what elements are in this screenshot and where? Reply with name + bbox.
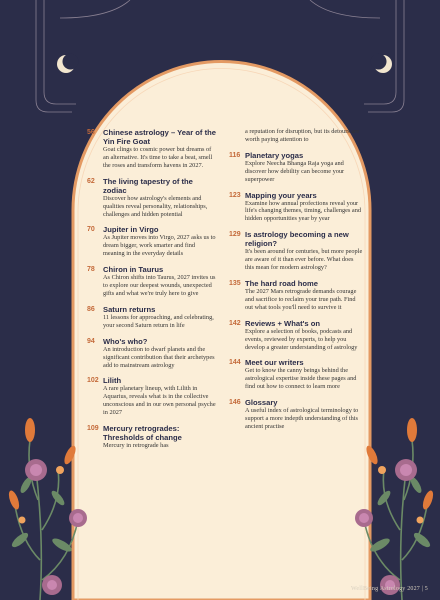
toc-entry[interactable] [87, 177, 217, 219]
toc-entry[interactable] [229, 279, 364, 312]
entry-description: Mercury in retrograde has [103, 442, 169, 450]
entry-title: Chinese astrology – Year of the Yin Fire Goat [103, 128, 216, 146]
page-number: 135 [229, 279, 241, 287]
entry-title: Is astrology becoming a new religion? [245, 230, 349, 249]
entry-description: Explore a selection of books, podcasts and events, reviewed by experts, to help you develop a greater understanding of astrology [245, 327, 358, 351]
entry-description: Examine how annual profections reveal your life's changing themes, timing, challenges and hidden opportunities year by year [245, 199, 362, 223]
page-number: 56 [87, 129, 95, 136]
entry-title: Glossary [245, 398, 278, 408]
page-number: 129 [229, 231, 241, 239]
toc-entry[interactable] [229, 191, 364, 224]
page-number: 94 [87, 337, 95, 345]
toc-entry[interactable] [87, 265, 217, 298]
page-number: 144 [229, 359, 241, 367]
entry-title: Lilith [103, 376, 122, 386]
page-number: 109 [87, 425, 99, 433]
entry-description: 11 lessons for approaching, and celebrating, your second Saturn return in life [103, 313, 214, 329]
contents-left-column [87, 128, 217, 457]
page-number: 70 [87, 226, 95, 234]
page-number: 62 [87, 177, 95, 185]
entry-description: An introduction to dwarf planets and the significant contribution that their archetypes add to mainstream astrology [103, 345, 215, 369]
toc-entry[interactable] [87, 225, 217, 258]
page-number: 116 [229, 151, 241, 159]
entry-title: Mercury retrogrades: Thresholds of change [103, 424, 182, 443]
toc-entry[interactable] [229, 230, 364, 272]
entry-description: Goat clings to cosmic power but dreams of an alternative. It's time to take a beat, smell the roses and transform havens in 2027. [103, 146, 213, 169]
entry-title: The living tapestry of the zodiac [103, 176, 193, 195]
page-number: 102 [87, 377, 99, 385]
entry-title: Chiron in Taurus [103, 265, 164, 275]
toc-entry[interactable] [87, 128, 217, 170]
toc-entry[interactable] [229, 151, 364, 184]
toc-entry[interactable] [87, 376, 217, 417]
page-number: 86 [87, 305, 95, 313]
entry-description: As Jupiter moves into Virgo, 2027 asks us to dream bigger, work smarter and find meaning in the everyday details [103, 234, 216, 258]
page-folio: WellBeing Astrology 2027 | 5 [351, 586, 428, 592]
toc-entry[interactable] [229, 358, 364, 391]
entry-description: As Chiron shifts into Taurus, 2027 invites us to explore our deepest wounds, unexpected gifts and what we're truly here to give [103, 274, 216, 297]
entry-title: Jupiter in Virgo [103, 225, 159, 235]
toc-entry[interactable] [87, 424, 217, 450]
entry-title: Who's who? [103, 336, 148, 346]
page-number: 142 [229, 319, 241, 327]
entry-title: The hard road home [245, 278, 318, 288]
contents-right-column [229, 128, 364, 438]
entry-title: Mapping your years [245, 190, 317, 200]
entry-description: It's been around for centuries, but more people are aware of it than ever before. What does this mean for modern astrology? [245, 248, 363, 272]
toc-entry[interactable] [229, 319, 364, 352]
page-number: 146 [229, 399, 241, 407]
page-number: 78 [87, 266, 95, 274]
entry-description: Explore Neecha Bhanga Raja yoga and discover how debility can become your superpower [245, 159, 345, 183]
entry-title: Saturn returns [103, 304, 156, 314]
entry-title: Reviews + What's on [245, 318, 321, 328]
entry-description: Discover how astrology's elements and qualities reveal personality, relationships, challenges and hidden potential [103, 194, 208, 218]
entry-description: A rare planetary lineup, with Lilith in Aquarius, reveals what is in the collective unconscious and in our own personal psyche in 2027 [103, 385, 216, 417]
entry-description: Get to know the canny beings behind the astrological expertise inside these pages and find out how to connect to learn more [245, 367, 357, 391]
continued-description: a reputation for disruption, but its detours are worth paying attention to [245, 128, 360, 143]
toc-entry[interactable] [87, 337, 217, 370]
toc-entry[interactable] [87, 305, 217, 330]
entry-description: The 2027 Mars retrograde demands courage and sacrifice to reclaim your true path. Find out what tools you'll need to survive it [245, 287, 357, 311]
entry-description: A useful index of astrological terminology to support a more indepth understanding of this ancient practise [245, 407, 359, 430]
entry-title: Meet our writers [245, 358, 304, 368]
toc-entry[interactable] [229, 398, 364, 431]
entry-title: Planetary yogas [245, 150, 304, 160]
page-number: 123 [229, 191, 241, 199]
